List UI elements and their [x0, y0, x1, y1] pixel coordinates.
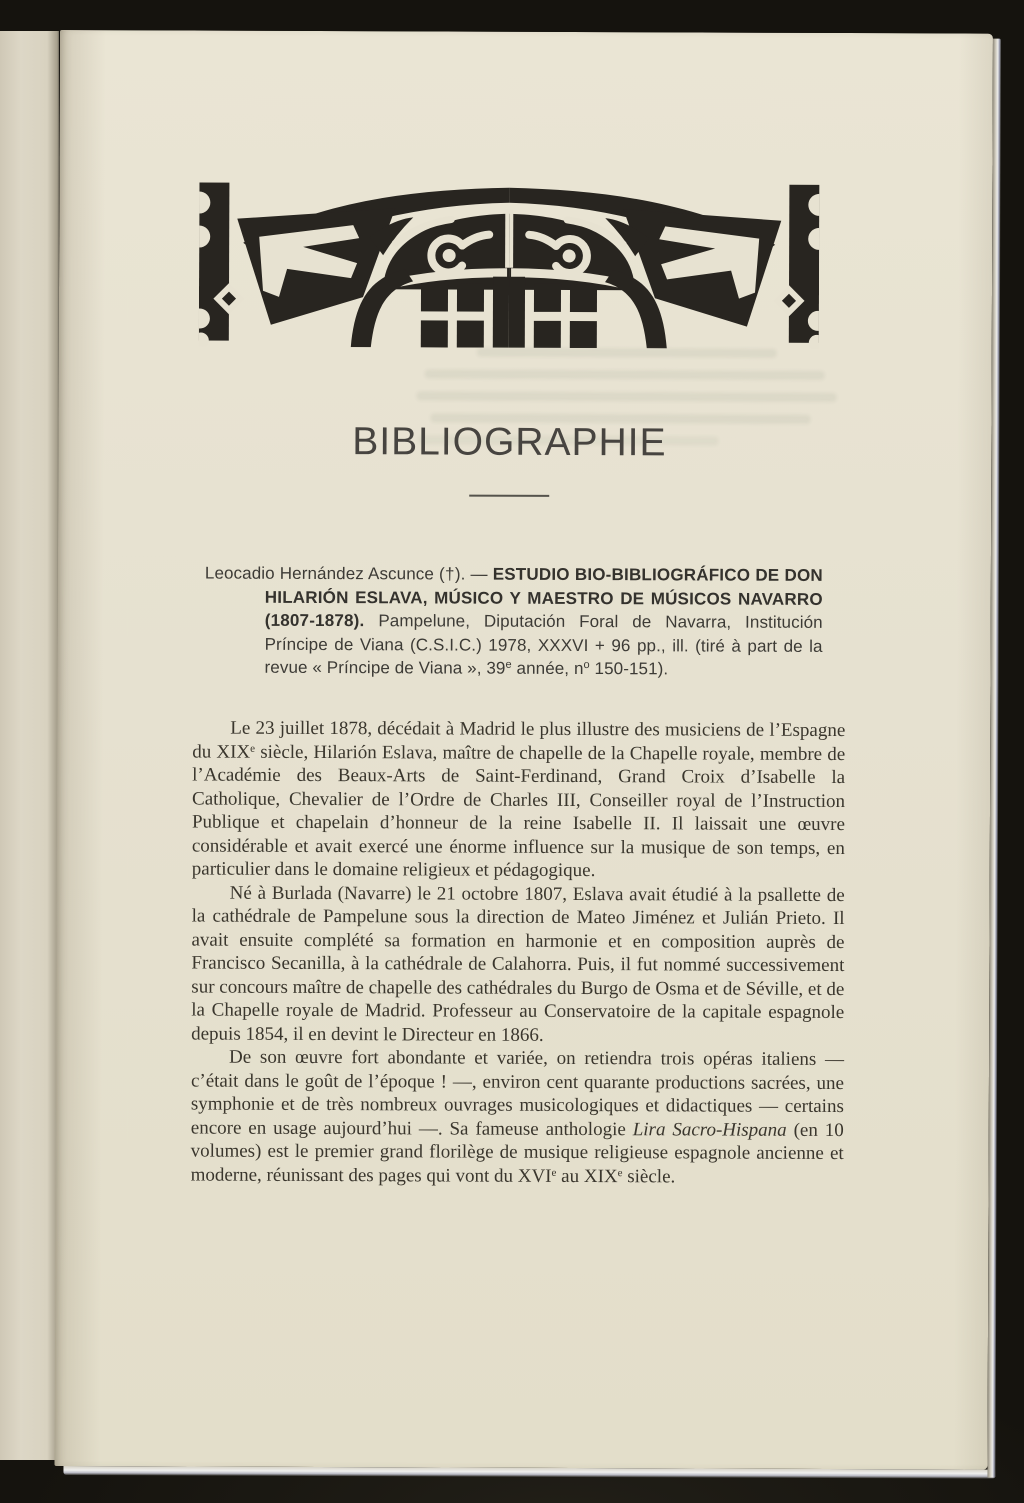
title-divider [469, 495, 549, 497]
page-title: BIBLIOGRAPHIE [352, 420, 667, 465]
left-page-edge [0, 31, 59, 1460]
review-body [191, 717, 846, 1190]
paragraph-3: De son œuvre fort abondante et variée, on retiendra trois opéras italiens — c’était dans le goût de l’époque ! —, environ cent quarante productions sacrées, une symphonie et de très nombreux ouvrages musicologiques et didactiques — certains encore en usage aujourd’hui —. Sa fameuse anthologie Lira Sacro-Hispana (en 10 volumes) est le premier grand florilège de musique religieuse espagnole ancienne et moderne, réunissant des pages qui vont du XVIe au XIXe siècle. [190, 1046, 845, 1187]
woodcut-ornament-icon [199, 177, 820, 349]
paragraph-2: Né à Burlada (Navarre) le 21 octobre 1807, Eslava avait étudié à la psallette de la cathédrale de Pampelune sous la direction de Mateo Jiménez et Julián Prieto. Il avait ensuite complété sa formation en harmonie et en composition auprès de Francisco Secanilla, à la cathédrale de Calahorra. Puis, il fut nommé successivement sur concours maître de chapelle des cathédrales du Burgo de Osma et de Séville, et de la Chapelle royale de Madrid. Professeur au Conservatoire de la capitale espagnole depuis 1854, il en devint le Directeur en 1866. [191, 882, 845, 1046]
paragraph-1: Le 23 juillet 1878, décédait à Madrid le plus illustre des musiciens de l’Espagne du XIXe siècle, Hilarión Eslava, maître de chapelle de la Chapelle royale, membre de l’Académie des Beaux-Arts de Saint-Ferdinand, Grand Croix d’Isabelle la Catholique, Chevalier de l’Ordre de Charles III, Conseiller royal de l’Instruction Publique et chapelain d’honneur de la reine Isabelle II. Il laissait une œuvre considérable et avait exercé une énorme influence sur la musique de son temps, en particulier dans le domaine religieux et pédagogique. [191, 717, 846, 882]
bibliographic-citation: Leocadio Hernández Ascunce (†). — ESTUDIO BIO-BIBLIOGRÁFICO DE DON HILARIÓN ESLAVA, MÚSICO Y MAESTRO DE MÚSICOS NAVARRO (1807-1878). Pampelune, Diputación Foral de Navarra, Institución Príncipe de Viana (C.S.I.C.) 1978, XXXVI + 96 pp., ill. (tiré à part de la revue « Príncipe de Viana », 39e année, $n^o$ 150-151). [204, 563, 823, 679]
book-page [54, 30, 993, 1470]
